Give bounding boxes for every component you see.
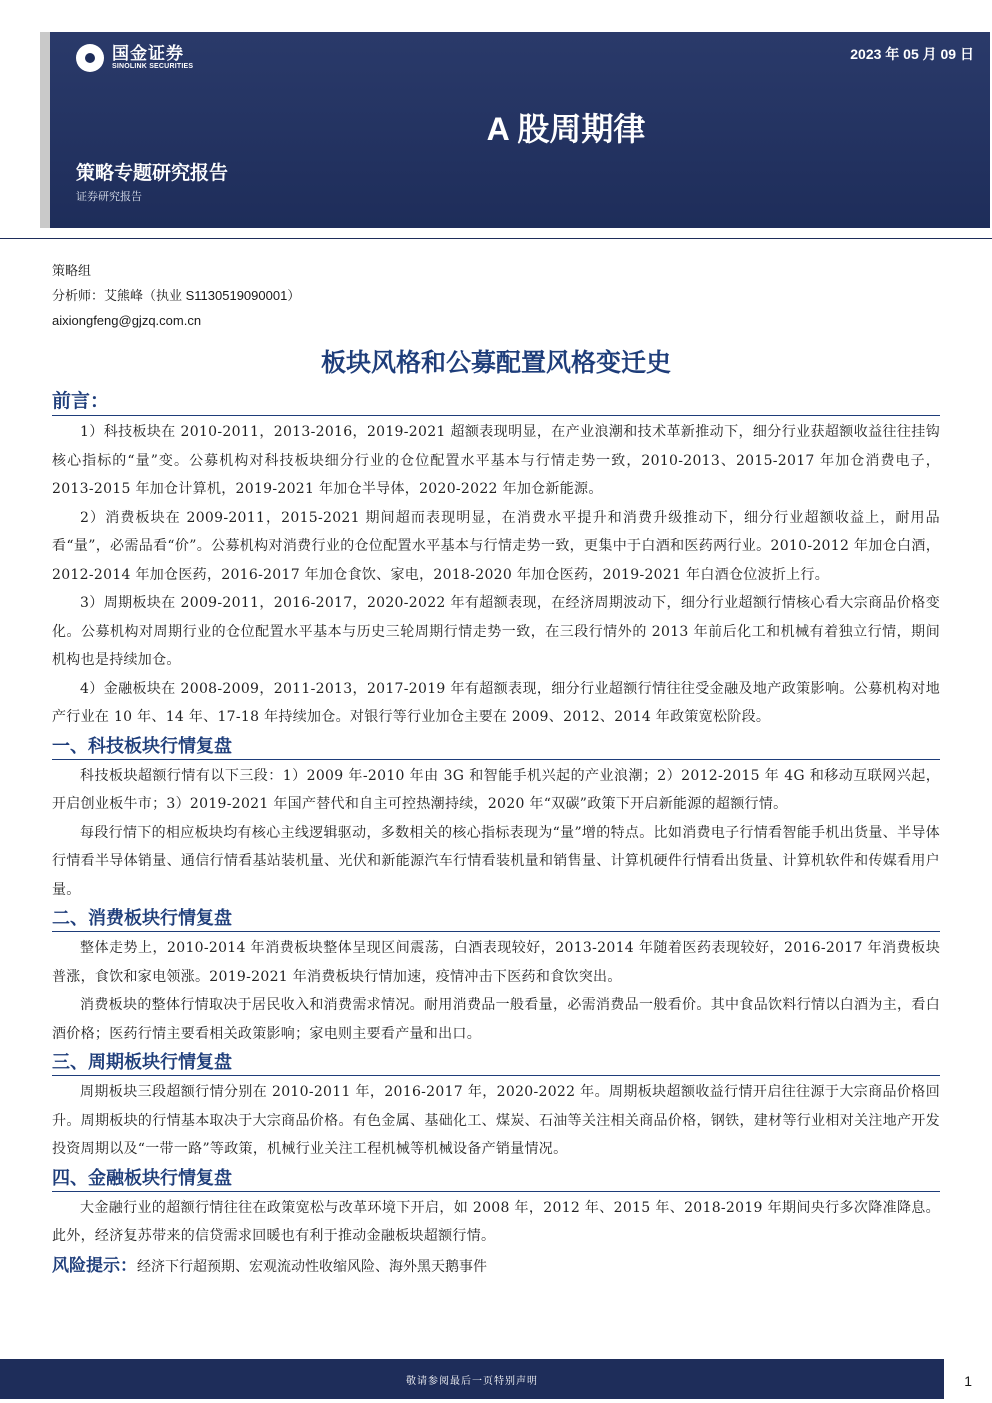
section-underline xyxy=(52,1191,940,1192)
header-divider xyxy=(0,238,992,239)
risk-text: 经济下行超预期、宏观流动性收缩风险、海外黑天鹅事件 xyxy=(137,1258,487,1275)
section-finance xyxy=(52,1165,940,1251)
analyst-email[interactable]: aixiongfeng@gjzq.com.cn xyxy=(52,313,202,328)
risk-label: 风险提示： xyxy=(52,1255,137,1275)
logo-icon xyxy=(76,44,104,72)
report-date: 2023 年 05 月 09 日 xyxy=(850,46,974,62)
logo-name-cn: 国金证券 xyxy=(112,44,184,64)
section-underline xyxy=(52,759,940,760)
analyst-name: 分析师：艾熊峰（执业 S1130519090001） xyxy=(52,288,301,303)
section-consumer xyxy=(52,905,940,1048)
section-tech xyxy=(52,733,940,905)
paragraph: 1）科技板块在 2010-2011，2013-2016，2019-2021 超额表现明显，在产业浪潮和技术革新推动下，细分行业获超额收益往往挂钩核心指标的“量”变。公募机构对科技板块细分行业的仓位配置水平基本与行情走势一致，2010-2013、2015-2017 年加仓消费电子，2013-2015 年加仓计算机，2019-2021 年加仓半导体，2020-2022 年加仓新能源。 xyxy=(52,424,940,497)
paragraph: 科技板块超额行情有以下三段：1）2009 年-2010 年由 3G 和智能手机兴起的产业浪潮；2）2012-2015 年 4G 和移动互联网兴起，开启创业板牛市；3）2019-2021 年国产替代和自主可控热潮持续，2020 年“双碳”政策下开启新能源的超额行情。 xyxy=(52,767,940,812)
author-info xyxy=(52,258,300,333)
paragraph: 3）周期板块在 2009-2011，2016-2017，2020-2022 年有超额表现，在经济周期波动下，细分行业超额行情核心看大宗商品价格变化。公募机构对周期行业的仓位配置水平基本与历史三轮周期行情走势一致，在三段行情外的 2013 年前后化工和机械有着独立行情，期间机构也是持续加仓。 xyxy=(52,595,940,668)
paragraph: 2）消费板块在 2009-2011，2015-2021 期间超而表现明显，在消费水平提升和消费升级推动下，细分行业超额收益上，耐用品看“量”，必需品看“价”。公募机构对消费行业的仓位配置水平基本与行情走势一致，更集中于白酒和医药两行业。2010-2012 年加仓白酒，2012-2014 年加仓医药，2016-2017 年加仓食饮、家电，2018-2020 年加仓医药，2019-2021 年白酒仓位波折上行。 xyxy=(52,509,940,583)
report-title: A 股周期律 xyxy=(486,111,646,147)
footer-bar xyxy=(0,1359,944,1399)
disclaimer-notice: 敬请参阅最后一页特别声明 xyxy=(406,1375,538,1387)
company-logo xyxy=(76,44,193,72)
risk-warning xyxy=(52,1253,940,1280)
section-heading: 二、消费板块行情复盘 xyxy=(52,908,232,928)
page-number: 1 xyxy=(964,1373,972,1389)
section-heading: 三、周期板块行情复盘 xyxy=(52,1052,232,1072)
paragraph: 周期板块三段超额行情分别在 2010-2011 年，2016-2017 年，2020-2022 年。周期板块超额收益行情开启往往源于大宗商品价格回升。周期板块的行情基本取决于大宗商品价格。有色金属、基础化工、煤炭、石油等关注相关商品价格，钢铁，建材等行业相对关注地产开发投资周期以及“一带一路”等政策，机械行业关注工程机械等机械设备产销量情况。 xyxy=(52,1084,940,1157)
logo-name-en: SINOLINK SECURITIES xyxy=(112,63,194,71)
paragraph: 4）金融板块在 2008-2009，2011-2013，2017-2019 年有超额表现，细分行业超额行情往往受金融及地产政策影响。公募机构对地产行业在 10 年、14 年、17-18 年持续加仓。对银行等行业加仓主要在 2009、2012、2014 年政策宽松阶段。 xyxy=(52,680,940,725)
paragraph: 消费板块的整体行情取决于居民收入和消费需求情况。耐用消费品一般看量，必需消费品一般看价。其中食品饮料行情以白酒为主，看白酒价格；医药行情主要看相关政策影响；家电则主要看产量和出口。 xyxy=(52,997,940,1042)
section-cyclical xyxy=(52,1049,940,1164)
paragraph: 大金融行业的超额行情往往在政策宽松与改革环境下开启，如 2008 年，2012 年、2015 年、2018-2019 年期间央行多次降准降息。此外，经济复苏带来的信贷需求回暖也有利于推动金融板块超额行情。 xyxy=(52,1199,940,1244)
paragraph: 每段行情下的相应板块均有核心主线逻辑驱动，多数相关的核心指标表现为“量”增的特点。比如消费电子行情看智能手机出货量、半导体行情看半导体销量、通信行情看基站装机量、光伏和新能源汽车行情看装机量和销售量、计算机硬件行情看出货量、计算机软件和传媒看用户量。 xyxy=(52,824,940,898)
section-heading: 四、金融板块行情复盘 xyxy=(52,1167,232,1188)
section-heading: 前言： xyxy=(52,391,110,412)
report-body xyxy=(52,388,940,1280)
paragraph: 整体走势上，2010-2014 年消费板块整体呈现区间震荡，白酒表现较好，2013-2014 年随着医药表现较好，2016-2017 年消费板块普涨，食饮和家电领涨。2019-2021 年消费板块行情加速，疫情冲击下医药和食饮突出。 xyxy=(52,940,940,985)
section-underline xyxy=(52,1075,940,1076)
report-category: 证券研究报告 xyxy=(76,191,142,203)
section-underline xyxy=(52,415,940,416)
section-heading: 一、科技板块行情复盘 xyxy=(52,735,232,756)
document-title: 板块风格和公募配置风格变迁史 xyxy=(320,349,671,377)
report-series: 策略专题研究报告 xyxy=(76,163,229,184)
team-name: 策略组 xyxy=(52,263,92,278)
section-intro xyxy=(52,389,940,732)
section-underline xyxy=(52,931,940,932)
